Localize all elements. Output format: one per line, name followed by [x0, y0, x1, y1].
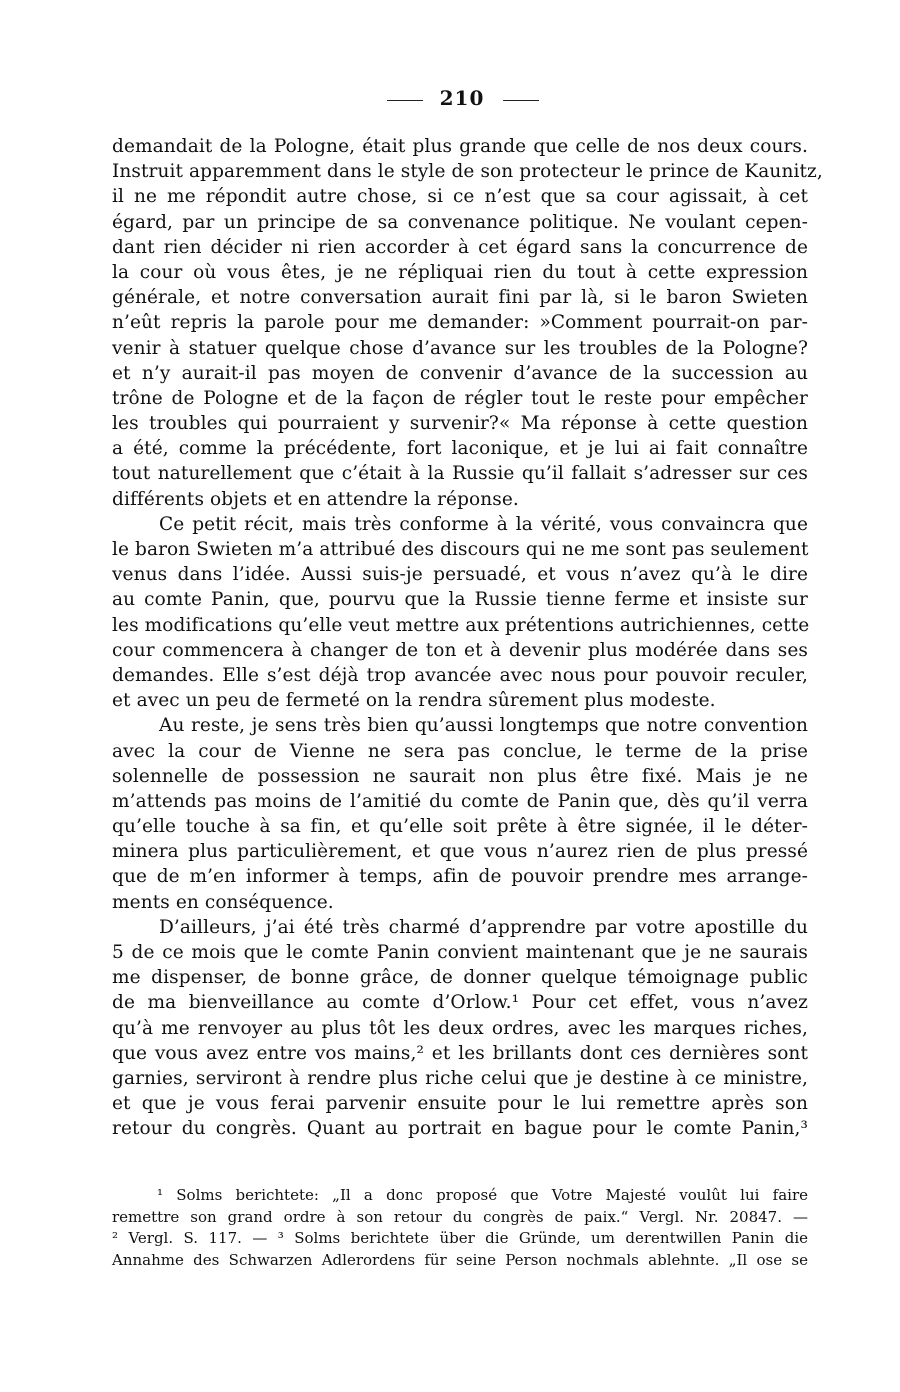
text-line: et n’y aurait-il pas moyen de convenir d’avance de la succession au — [112, 362, 808, 384]
paragraph-4 — [112, 915, 808, 1142]
header-rule-right — [503, 100, 539, 101]
text-line: m’attends pas moins de l’amitié du comte de Panin que, dès qu’il verra — [112, 790, 808, 812]
text-line: Instruit apparemment dans le style de son protecteur le prince de Kaunitz, — [112, 161, 823, 183]
text-line: demandait de la Pologne, était plus grande que celle de nos deux cours. — [112, 136, 808, 157]
text-line: me dispenser, de bonne grâce, de donner quelque témoignage public — [112, 967, 808, 989]
text-line: générale, et notre conversation aurait fini par là, si le baron Swieten — [112, 287, 808, 309]
text-line: au comte Panin, que, pourvu que la Russie tienne ferme et insiste sur — [112, 589, 808, 611]
text-line: avec la cour de Vienne ne sera pas conclue, le terme de la prise — [112, 740, 808, 762]
paragraph-1 — [112, 134, 823, 512]
text-line: cour commencera à changer de ton et à devenir plus modérée dans ses — [112, 639, 808, 661]
text-line: la cour où vous êtes, je ne répliquai rien du tout à cette expression — [112, 261, 808, 283]
text-line: tout naturellement que c’était à la Russie qu’il fallait s’adresser sur ces — [112, 463, 808, 485]
text-line: dant rien décider ni rien accorder à cet égard sans la concurrence de — [112, 236, 808, 258]
text-line: différents objets et en attendre la réponse. — [112, 488, 519, 510]
text-line: minera plus particulièrement, et que vous n’aurez rien de plus pressé — [112, 841, 808, 863]
text-line: et que je vous ferai parvenir ensuite pour le lui remettre après son — [112, 1093, 808, 1115]
text-line: trône de Pologne et de la façon de régler tout le reste pour empêcher — [112, 387, 808, 409]
text-line: D’ailleurs, j’ai été très charmé d’apprendre par votre apostille du — [159, 916, 808, 938]
text-line: a été, comme la précédente, fort laconique, et je lui ai fait connaître — [112, 438, 808, 460]
text-line: que vous avez entre vos mains,² et les brillants dont ces dernières sont — [112, 1042, 808, 1064]
text-line: n’eût repris la parole pour me demander: »Comment pourrait-on par- — [112, 312, 808, 334]
text-line: égard, par un principe de sa convenance politique. Ne voulant cepen- — [112, 211, 808, 233]
page-header — [0, 86, 900, 116]
text-line: et avec un peu de fermeté on la rendra sûrement plus modeste. — [112, 690, 716, 712]
text-line: les modifications qu’elle veut mettre aux prétentions autrichiennes, cette — [112, 614, 810, 636]
paragraph-3 — [112, 713, 808, 915]
footnote-line: remettre son grand ordre à son retour du congrès de paix.“ Vergl. Nr. 20847. — — [112, 1207, 808, 1226]
footnote-line: ¹ Solms berichtete: „Il a donc proposé que Votre Majesté voulût lui faire — [157, 1186, 808, 1204]
text-line: le baron Swieten m’a attribué des discours qui ne me sont pas seulement — [112, 539, 809, 560]
text-line: garnies, serviront à rendre plus riche celui que je destine à ce ministre, — [112, 1067, 808, 1089]
text-line: 5 de ce mois que le comte Panin convient maintenant que je ne saurais — [112, 942, 808, 963]
text-line: venir à statuer quelque chose d’avance sur les troubles de la Pologne? — [112, 337, 808, 359]
text-line: ments en conséquence. — [112, 891, 334, 913]
text-line: qu’elle touche à sa fin, et qu’elle soit prête à être signée, il le déter- — [112, 816, 808, 838]
header-rule-left — [387, 100, 423, 101]
text-line: solennelle de possession ne saurait non plus être fixé. Mais je ne — [112, 765, 808, 787]
text-line: il ne me répondit autre chose, si ce n’est que sa cour agissait, à cet — [112, 186, 808, 208]
text-line: venus dans l’idée. Aussi suis-je persuadé, et vous n’avez qu’à le dire — [112, 564, 808, 586]
text-line: de ma bienveillance au comte d’Orlow.¹ Pour cet effet, vous n’avez — [112, 992, 808, 1014]
footnote-line: ² Vergl. S. 117. — ³ Solms berichtete über die Gründe, um derentwillen Panin die — [112, 1229, 808, 1247]
footnotes — [112, 1185, 808, 1271]
text-line: les troubles qui pourraient y survenir?« Ma réponse à cette question — [112, 413, 808, 435]
text-line: retour du congrès. Quant au portrait en bague pour le comte Panin,³ — [112, 1118, 808, 1140]
paragraph-2 — [112, 512, 808, 714]
text-line: que de m’en informer à temps, afin de pouvoir prendre mes arrange- — [112, 866, 808, 888]
footnote-line: Annahme des Schwarzen Adlerordens für seine Person nochmals ablehnte. „Il ose se — [112, 1250, 808, 1269]
text-line: qu’à me renvoyer au plus tôt les deux ordres, avec les marques riches, — [112, 1017, 808, 1039]
page-number: 210 — [439, 86, 485, 110]
text-line: Ce petit récit, mais très conforme à la vérité, vous convaincra que — [159, 513, 808, 535]
text-line: Au reste, je sens très bien qu’aussi longtemps que notre convention — [159, 715, 808, 737]
body-text — [112, 134, 823, 1142]
text-line: demandes. Elle s’est déjà trop avancée avec nous pour pouvoir reculer, — [112, 664, 808, 686]
